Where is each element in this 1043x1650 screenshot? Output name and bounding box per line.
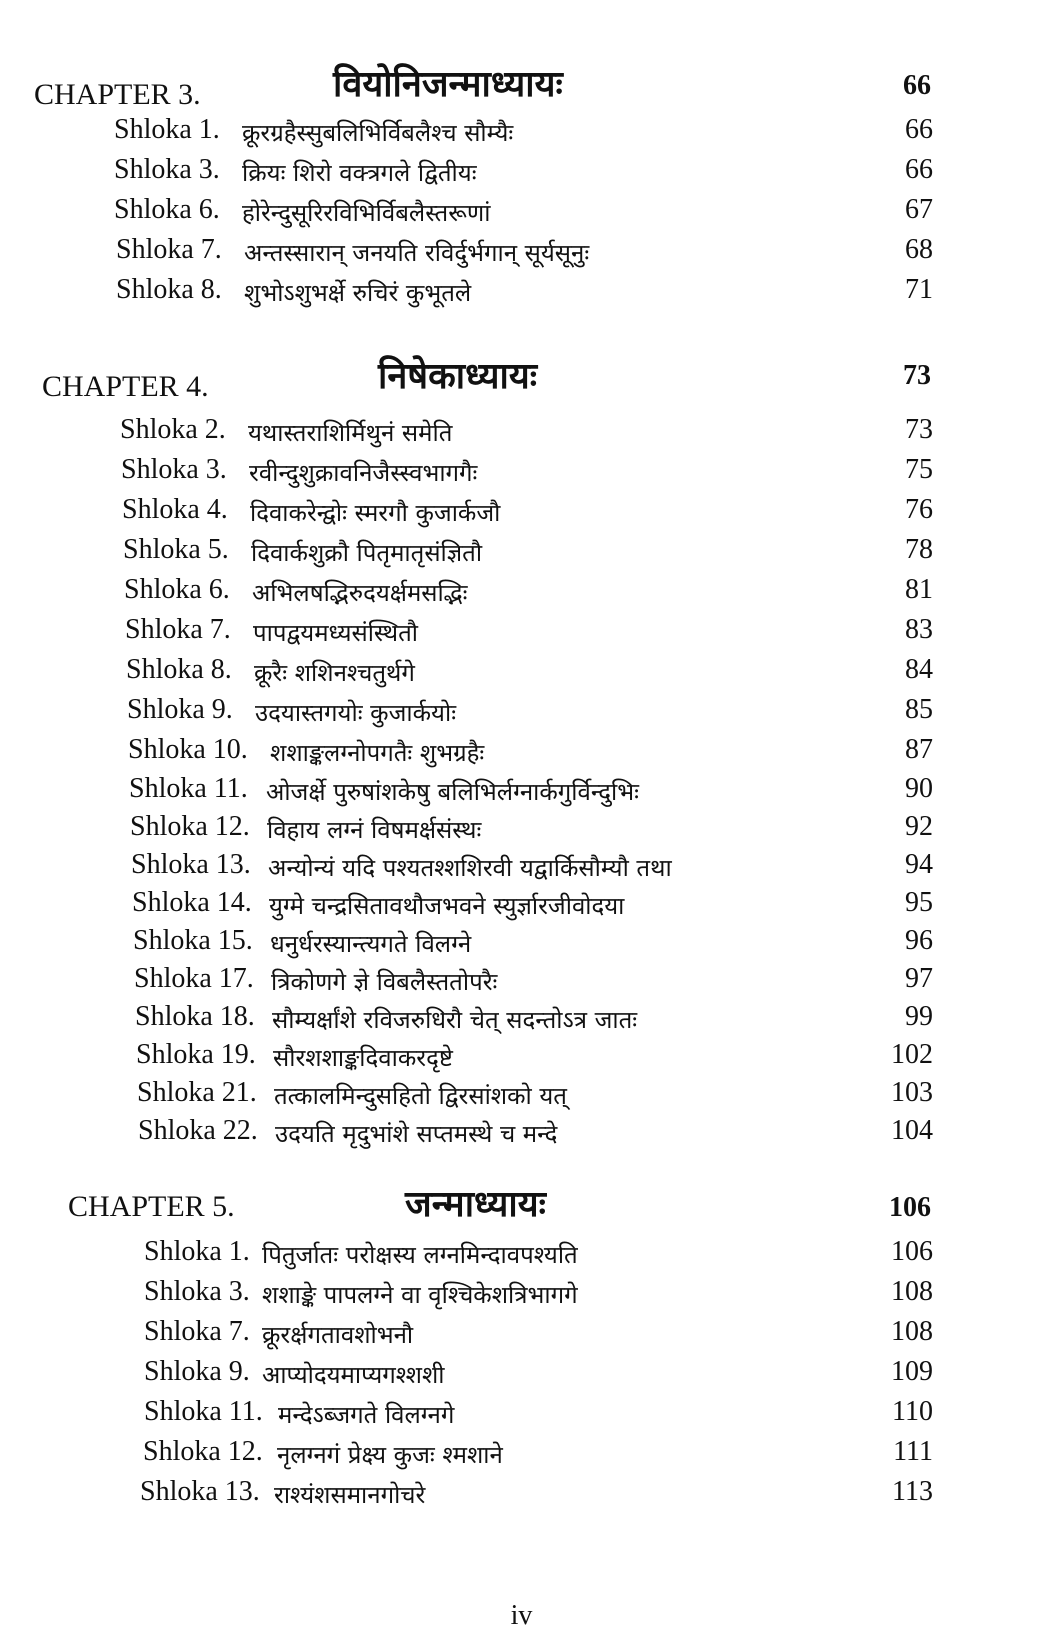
list-item xyxy=(0,534,1043,574)
list-item xyxy=(0,1476,1043,1516)
chapter-heading xyxy=(0,58,1043,114)
list-item xyxy=(0,194,1043,234)
shloka-text: विहाय लग्नं विषमर्क्षसंस्थः xyxy=(267,816,482,844)
shloka-page-number: 66 xyxy=(905,154,933,185)
list-item xyxy=(0,574,1043,614)
shloka-page-number: 73 xyxy=(905,414,933,445)
list-item xyxy=(0,654,1043,694)
shloka-text: आप्योदयमाप्यगश्शशी xyxy=(262,1361,445,1389)
shloka-label: Shloka 7. xyxy=(116,234,222,265)
shloka-page-number: 108 xyxy=(891,1316,933,1347)
list-item xyxy=(0,1077,1043,1115)
shloka-list xyxy=(0,1236,1043,1516)
shloka-text: पितुर्जातः परोक्षस्य लग्नमिन्दावपश्यति xyxy=(262,1241,578,1269)
shloka-page-number: 84 xyxy=(905,654,933,685)
list-item xyxy=(0,1115,1043,1153)
shloka-page-number: 67 xyxy=(905,194,933,225)
shloka-page-number: 68 xyxy=(905,234,933,265)
list-item xyxy=(0,274,1043,314)
shloka-label: Shloka 10. xyxy=(128,734,248,765)
list-item xyxy=(0,773,1043,811)
list-item xyxy=(0,963,1043,1001)
shloka-label: Shloka 3. xyxy=(121,454,227,485)
shloka-page-number: 94 xyxy=(905,849,933,880)
list-item xyxy=(0,234,1043,274)
list-item xyxy=(0,811,1043,849)
shloka-text: अभिलषद्भिरुदयर्क्षमसद्भिः xyxy=(252,579,468,607)
shloka-text: सौरशशाङ्कदिवाकरदृष्टे xyxy=(273,1044,453,1072)
shloka-label: Shloka 15. xyxy=(133,925,253,956)
shloka-text: त्रिकोणगे ज्ञे विबलैस्ततोपरैः xyxy=(271,968,498,996)
shloka-label: Shloka 12. xyxy=(130,811,250,842)
shloka-label: Shloka 19. xyxy=(136,1039,256,1070)
shloka-label: Shloka 3. xyxy=(144,1276,250,1307)
shloka-label: Shloka 1. xyxy=(144,1236,250,1267)
shloka-text: उदयति मृदुभांशे सप्तमस्थे च मन्दे xyxy=(275,1120,558,1148)
shloka-text: क्रूरग्रहैस्सुबलिभिर्विबलैश्च सौम्यैः xyxy=(242,119,514,147)
list-item xyxy=(0,849,1043,887)
shloka-label: Shloka 2. xyxy=(120,414,226,445)
list-item xyxy=(0,734,1043,773)
chapter-heading xyxy=(0,350,1043,406)
list-item xyxy=(0,1356,1043,1396)
shloka-page-number: 106 xyxy=(891,1236,933,1267)
shloka-text: सौम्यर्क्षांशे रविजरुधिरौ चेत् सदन्तोऽत्र जातः xyxy=(272,1006,638,1034)
chapter-5 xyxy=(0,1178,1043,1516)
shloka-page-number: 78 xyxy=(905,534,933,565)
shloka-page-number: 75 xyxy=(905,454,933,485)
shloka-page-number: 76 xyxy=(905,494,933,525)
shloka-page-number: 113 xyxy=(892,1476,933,1507)
shloka-page-number: 111 xyxy=(893,1436,933,1467)
shloka-page-number: 96 xyxy=(905,925,933,956)
shloka-text: क्रूरैः शशिनश्चतुर्थगे xyxy=(254,659,415,687)
shloka-label: Shloka 3. xyxy=(114,154,220,185)
chapter-title: जन्माध्यायः xyxy=(405,1183,546,1225)
chapter-label: CHAPTER 4. xyxy=(42,370,209,403)
shloka-text: शुभोऽशुभर्क्षे रुचिरं कुभूतले xyxy=(244,279,472,307)
list-item xyxy=(0,1396,1043,1436)
chapter-3 xyxy=(0,58,1043,314)
shloka-text: ओजर्क्षे पुरुषांशकेषु बलिभिर्लग्नार्कगुर्विन्दुभिः xyxy=(266,778,639,806)
shloka-page-number: 90 xyxy=(905,773,933,804)
chapter-title: निषेकाध्यायः xyxy=(378,355,537,397)
shloka-label: Shloka 7. xyxy=(125,614,231,645)
page-number-footer: iv xyxy=(510,1600,533,1631)
shloka-text: यथास्तराशिर्मिथुनं समेति xyxy=(248,419,453,447)
shloka-list xyxy=(0,414,1043,1153)
shloka-label: Shloka 6. xyxy=(124,574,230,605)
shloka-label: Shloka 5. xyxy=(123,534,229,565)
list-item xyxy=(0,925,1043,963)
shloka-text: क्रूरर्क्षगतावशोभनौ xyxy=(262,1321,414,1349)
chapter-page-number: 106 xyxy=(889,1192,931,1223)
list-item xyxy=(0,454,1043,494)
shloka-text: राश्यंशसमानगोचरे xyxy=(274,1481,426,1509)
shloka-page-number: 87 xyxy=(905,734,933,765)
shloka-text: धनुर्धरस्यान्त्यगते विलग्ने xyxy=(270,930,472,958)
shloka-page-number: 104 xyxy=(891,1115,933,1146)
shloka-text: तत्कालमिन्दुसहितो द्विरसांशको यत् xyxy=(274,1082,567,1110)
list-item xyxy=(0,114,1043,154)
list-item xyxy=(0,1436,1043,1476)
shloka-list xyxy=(0,114,1043,314)
shloka-label: Shloka 14. xyxy=(132,887,252,918)
shloka-page-number: 81 xyxy=(905,574,933,605)
list-item xyxy=(0,1236,1043,1276)
shloka-page-number: 83 xyxy=(905,614,933,645)
shloka-text: शशाङ्के पापलग्ने वा वृश्चिकेशत्रिभागगे xyxy=(262,1281,578,1309)
chapter-heading xyxy=(0,1178,1043,1234)
list-item xyxy=(0,414,1043,454)
shloka-page-number: 103 xyxy=(891,1077,933,1108)
shloka-label: Shloka 13. xyxy=(140,1476,260,1507)
shloka-label: Shloka 17. xyxy=(134,963,254,994)
shloka-page-number: 99 xyxy=(905,1001,933,1032)
shloka-label: Shloka 9. xyxy=(144,1356,250,1387)
shloka-text: रवीन्दुशुक्रावनिजैस्स्वभागगैः xyxy=(249,459,478,487)
shloka-page-number: 102 xyxy=(891,1039,933,1070)
chapter-label: CHAPTER 5. xyxy=(68,1190,235,1223)
shloka-text: शशाङ्कलग्नोपगतैः शुभग्रहैः xyxy=(270,739,485,767)
shloka-text: दिवार्कशुक्रौ पितृमातृसंज्ञितौ xyxy=(251,539,483,567)
shloka-page-number: 109 xyxy=(891,1356,933,1387)
list-item xyxy=(0,1001,1043,1039)
shloka-label: Shloka 9. xyxy=(127,694,233,725)
shloka-text: दिवाकरेन्द्वोः स्मरगौ कुजार्कजौ xyxy=(250,499,501,527)
shloka-text: अन्तस्सारान् जनयति रविर्दुर्भगान् सूर्यसूनुः xyxy=(244,239,590,267)
shloka-page-number: 92 xyxy=(905,811,933,842)
chapter-title: वियोनिजन्माध्यायः xyxy=(333,63,563,105)
shloka-label: Shloka 4. xyxy=(122,494,228,525)
shloka-page-number: 108 xyxy=(891,1276,933,1307)
shloka-label: Shloka 11. xyxy=(129,773,248,804)
shloka-text: होरेन्दुसूरिरविभिर्विबलैस्तरूणां xyxy=(242,199,491,227)
shloka-text: युग्मे चन्द्रसितावथौजभवने स्युर्ज्ञारजीवोदया xyxy=(269,892,625,920)
shloka-page-number: 110 xyxy=(892,1396,933,1427)
shloka-page-number: 66 xyxy=(905,114,933,145)
shloka-text: पापद्वयमध्यसंस्थितौ xyxy=(253,619,419,647)
shloka-page-number: 97 xyxy=(905,963,933,994)
shloka-text: नृलग्नगं प्रेक्ष्य कुजः श्मशाने xyxy=(277,1441,503,1469)
shloka-label: Shloka 11. xyxy=(144,1396,263,1427)
list-item xyxy=(0,494,1043,534)
shloka-label: Shloka 6. xyxy=(114,194,220,225)
chapter-4 xyxy=(0,350,1043,1153)
list-item xyxy=(0,154,1043,194)
shloka-text: अन्योन्यं यदि पश्यतश्शशिरवी यद्वार्किसौम्यौ तथा xyxy=(268,854,672,882)
shloka-text: मन्देऽब्जगते विलग्नगे xyxy=(278,1401,455,1429)
chapter-label: CHAPTER 3. xyxy=(34,78,201,111)
chapter-page-number: 66 xyxy=(903,70,931,101)
shloka-label: Shloka 13. xyxy=(131,849,251,880)
shloka-text: उदयास्तगयोः कुजार्कयोः xyxy=(255,699,457,727)
shloka-label: Shloka 18. xyxy=(135,1001,255,1032)
shloka-text: क्रियः शिरो वक्त्रगले द्वितीयः xyxy=(242,159,477,187)
shloka-page-number: 71 xyxy=(905,274,933,305)
list-item xyxy=(0,1276,1043,1316)
shloka-label: Shloka 1. xyxy=(114,114,220,145)
shloka-label: Shloka 21. xyxy=(137,1077,257,1108)
list-item xyxy=(0,694,1043,734)
shloka-label: Shloka 12. xyxy=(143,1436,263,1467)
shloka-label: Shloka 22. xyxy=(138,1115,258,1146)
list-item xyxy=(0,614,1043,654)
shloka-label: Shloka 7. xyxy=(144,1316,250,1347)
shloka-label: Shloka 8. xyxy=(126,654,232,685)
list-item xyxy=(0,1039,1043,1077)
chapter-page-number: 73 xyxy=(903,360,931,391)
list-item xyxy=(0,887,1043,925)
shloka-label: Shloka 8. xyxy=(116,274,222,305)
list-item xyxy=(0,1316,1043,1356)
shloka-page-number: 85 xyxy=(905,694,933,725)
shloka-page-number: 95 xyxy=(905,887,933,918)
